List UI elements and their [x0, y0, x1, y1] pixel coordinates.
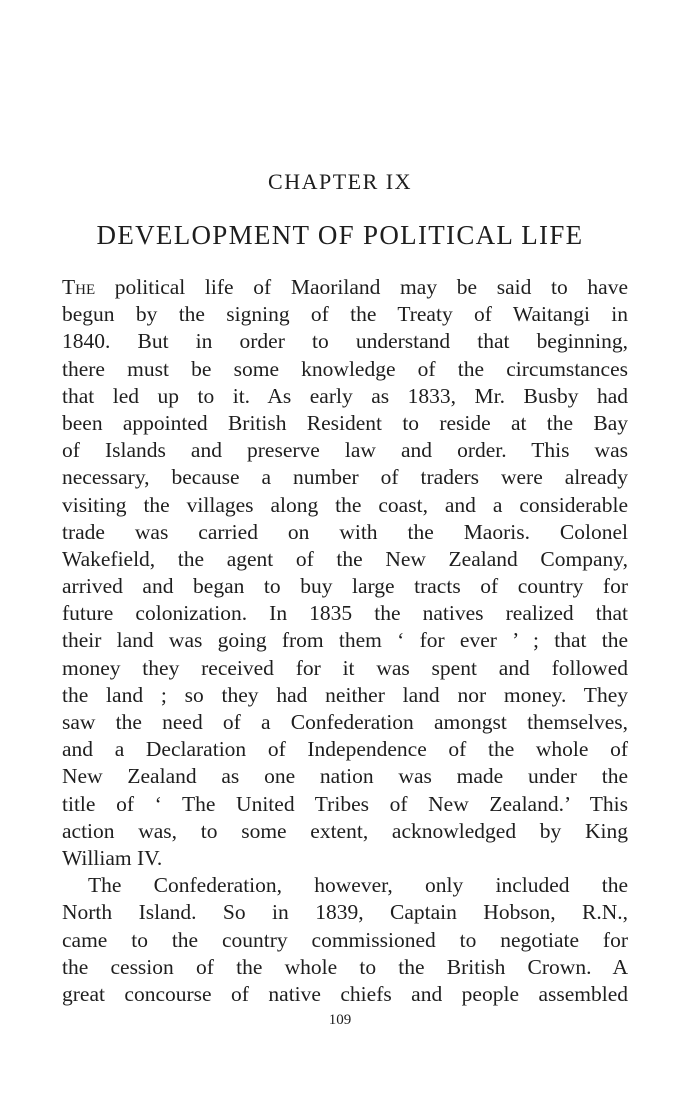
text-line-2: begun by the signing of the Treaty of Waitangi in [62, 302, 628, 327]
text-line-21: action was, to some extent, acknowledged by King [62, 818, 628, 843]
text-line-24: North Island. So in 1839, Captain Hobson, R.N., [62, 900, 628, 925]
page-number: 109 [328, 1012, 352, 1028]
text-line-12: arrived and began to buy large tracts of country for [62, 574, 628, 599]
text-line-26: the cession of the whole to the British Crown. A [62, 954, 628, 979]
text-line-14: their land was going from them ‘ for ever ’ ; that the [62, 628, 628, 653]
first-word: The [62, 275, 96, 299]
text-line-17: saw the need of a Confederation amongst themselves, [62, 710, 628, 734]
text-line-7: of Islands and preserve law and order. This was [62, 438, 628, 463]
text-line-11: Wakefield, the agent of the New Zealand Company, [62, 546, 628, 571]
text-line-16: the land ; so they had neither land nor money. They [62, 682, 628, 707]
text-line-19: New Zealand as one nation was made under the [62, 764, 628, 789]
text-line-1 [62, 274, 628, 301]
text-line-10: trade was carried on with the Maoris. Colonel [62, 519, 628, 544]
chapter-number: CHAPTER IX [268, 169, 412, 194]
text-line-22: William IV. [62, 845, 163, 870]
text-line-25: came to the country commissioned to negotiate for [62, 927, 628, 952]
text-line-9: visiting the villages along the coast, and a considerable [62, 492, 628, 517]
text-line-6: been appointed British Resident to reside at the Bay [62, 410, 628, 435]
text-line-15: money they received for it was spent and followed [62, 655, 628, 680]
chapter-title: DEVELOPMENT OF POLITICAL LIFE [96, 220, 584, 250]
text-line-23: The Confederation, however, only included the [88, 873, 628, 898]
text-line-4: there must be some knowledge of the circumstances [62, 356, 628, 381]
text-line-3: 1840. But in order to understand that beginning, [62, 329, 628, 354]
text-line-8: necessary, because a number of traders were already [62, 465, 628, 490]
body-text [62, 274, 628, 1008]
text-line-5: that led up to it. As early as 1833, Mr. Busby had [62, 383, 628, 408]
text-line-1-rest: political life of Maoriland may be said to have [95, 275, 628, 299]
text-line-27: great concourse of native chiefs and people assembled [62, 981, 628, 1006]
text-line-20: title of ‘ The United Tribes of New Zealand.’ This [62, 791, 628, 816]
text-line-18: and a Declaration of Independence of the whole of [62, 737, 628, 762]
text-line-13: future colonization. In 1835 the natives realized that [62, 601, 628, 626]
